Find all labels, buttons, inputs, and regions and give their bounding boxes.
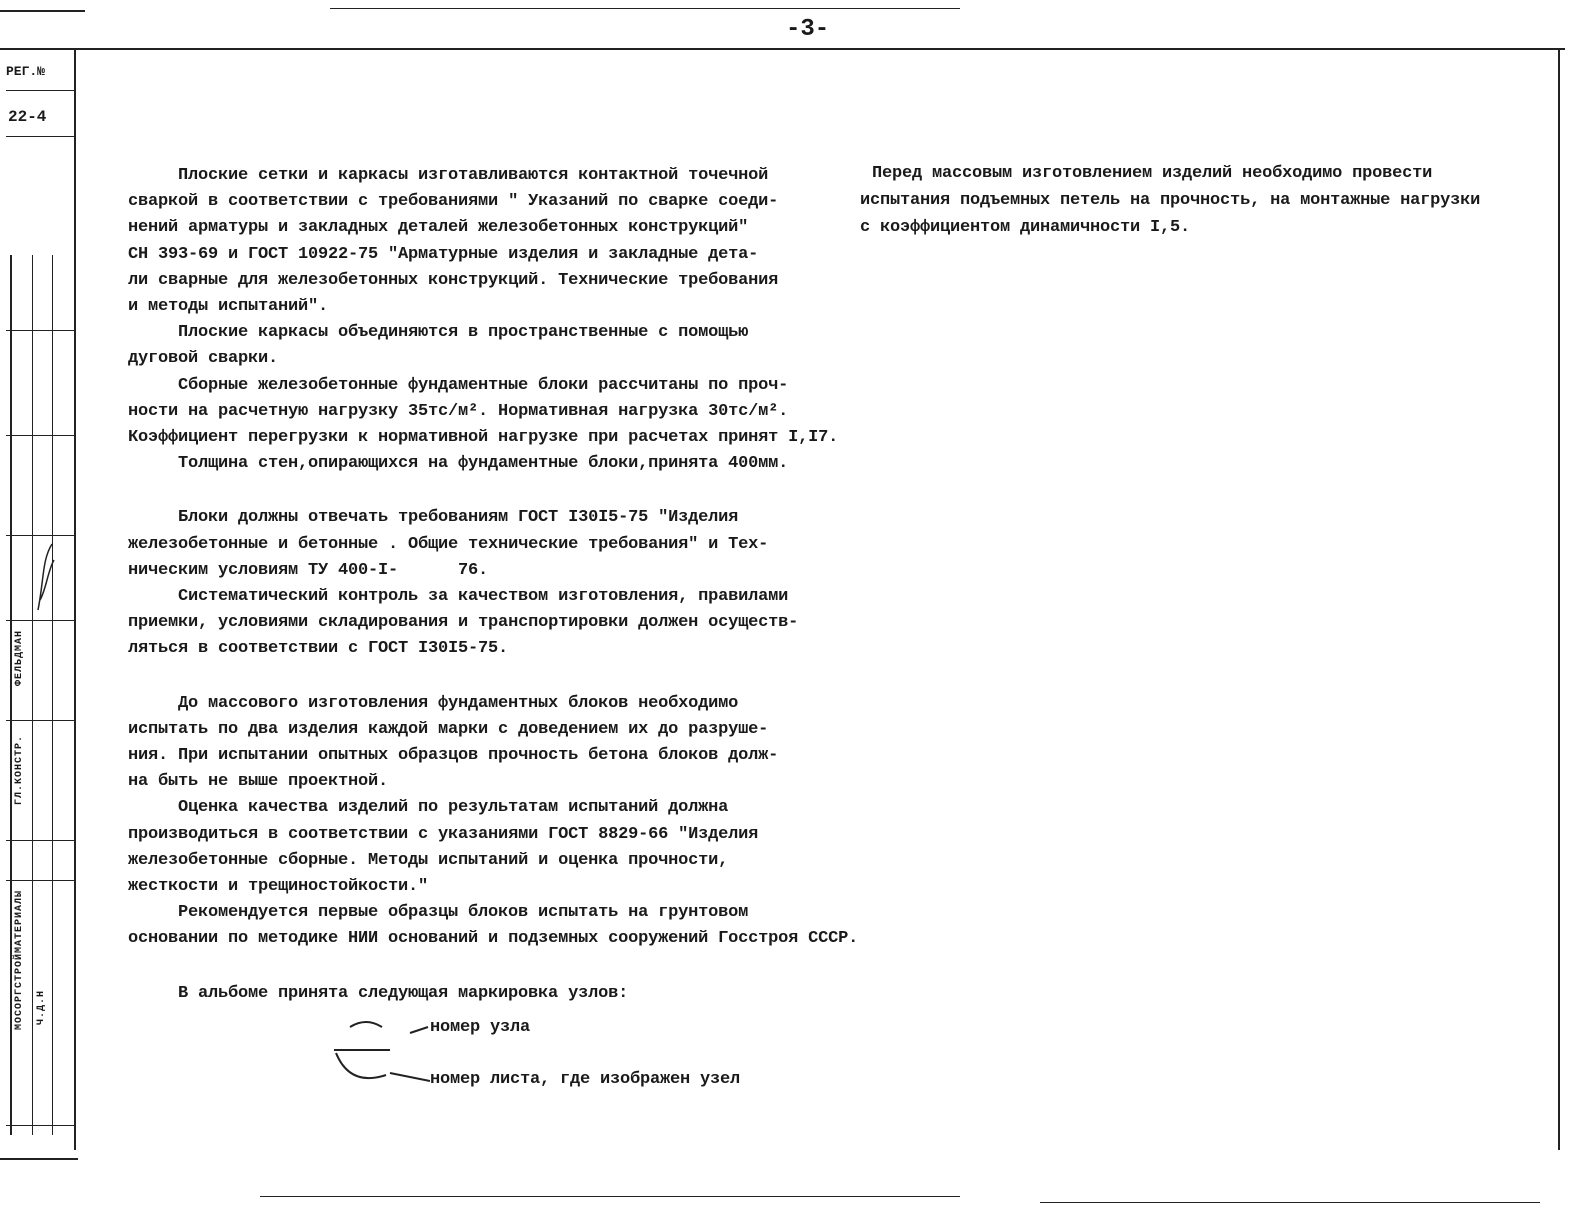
reg-value: 22-4: [8, 108, 47, 126]
text-line: с коэффициентом динамичности I,5.: [860, 218, 1191, 237]
text-line: ническим условиям ТУ 400-I- 76.: [128, 560, 489, 580]
text-line: основании по методике НИИ оснований и подземных сооружений Госстроя СССР.: [128, 929, 859, 949]
reg-label: РЕГ.№: [6, 64, 46, 79]
text-line: Плоские сетки и каркасы изготавливаются контактной точечной: [178, 166, 769, 185]
text-line: Плоские каркасы объединяются в пространственные с помощью: [178, 323, 749, 343]
text-line: Рекомендуется первые образцы блоков испытать на грунтовом: [178, 903, 749, 923]
text-line: Коэффициент перегрузки к нормативной нагрузке при расчетах принят I,I7.: [128, 428, 839, 447]
text-line: нений арматуры и закладных деталей железобетонных конструкций": [128, 218, 749, 238]
text-line: Блоки должны отвечать требованиям ГОСТ I30I5-75 "Изделия: [178, 508, 739, 528]
stamp-name: ФЕЛЬДМАН: [14, 630, 25, 687]
text-line: До массового изготовления фундаментных блоков необходимо: [178, 693, 739, 713]
text-line: производиться в соответствии с указаниями ГОСТ 8829-66 "Изделия: [128, 824, 759, 844]
text-line: испытания подъемных петель на прочность, на монтажные нагрузки: [860, 191, 1481, 210]
text-line: Перед массовым изготовлением изделий необходимо провести: [872, 164, 1433, 183]
text-line: Сборные железобетонные фундаментные блоки рассчитаны по проч-: [178, 375, 789, 395]
text-line: дуговой сварки.: [128, 349, 279, 369]
text-line: железобетонные и бетонные . Общие технические требования" и Тех-: [128, 534, 769, 554]
text-line: железобетонные сборные. Методы испытаний и оценка прочности,: [128, 850, 729, 870]
text-line: В альбоме принята следующая маркировка узлов:: [178, 983, 629, 1003]
text-line: жесткости и трещиностойкости.": [128, 877, 429, 896]
text-line: Оценка качества изделий по результатам испытаний должна: [178, 798, 729, 818]
text-line: СН 393-69 и ГОСТ 10922-75 "Арматурные изделия и закладные дета-: [128, 244, 759, 264]
text-line: ляться в соответствии с ГОСТ I30I5-75.: [128, 639, 509, 659]
text-line: Систематический контроль за качеством изготовления, правилами: [178, 587, 789, 606]
page-number: -3-: [786, 16, 830, 43]
node-number-label: номер узла: [430, 1018, 531, 1037]
text-line: на быть не выше проектной.: [128, 772, 389, 792]
stamp-position: ГЛ.КОНСТР.: [14, 735, 25, 806]
text-line: и методы испытаний".: [128, 297, 329, 316]
signature: [34, 540, 56, 620]
sheet-number-label: номер листа, где изображен узел: [430, 1070, 741, 1089]
stamp-code: Ч.Д.Н: [36, 990, 47, 1026]
text-line: ния. При испытании опытных образцов прочность бетона блоков долж-: [128, 746, 779, 765]
text-line: испытать по два изделия каждой марки с доведением их до разруше-: [128, 719, 769, 739]
text-line: приемки, условиями складирования и транспортировки должен осуществ-: [128, 613, 799, 633]
text-line: ли сварные для железобетонных конструкций. Технические требования: [128, 270, 779, 290]
text-line: сваркой в соответствии с требованиями " Указаний по сварке соеди-: [128, 192, 779, 212]
text-line: ности на расчетную нагрузку 35тс/м². Нормативная нагрузка 30тс/м².: [128, 401, 789, 421]
text-line: Толщина стен,опирающихся на фундаментные блоки,принята 400мм.: [178, 454, 789, 474]
node-marker-symbol: [330, 1015, 430, 1095]
stamp-organization: МОСОРГСТРОЙМАТЕРИАЛЫ: [14, 890, 25, 1031]
